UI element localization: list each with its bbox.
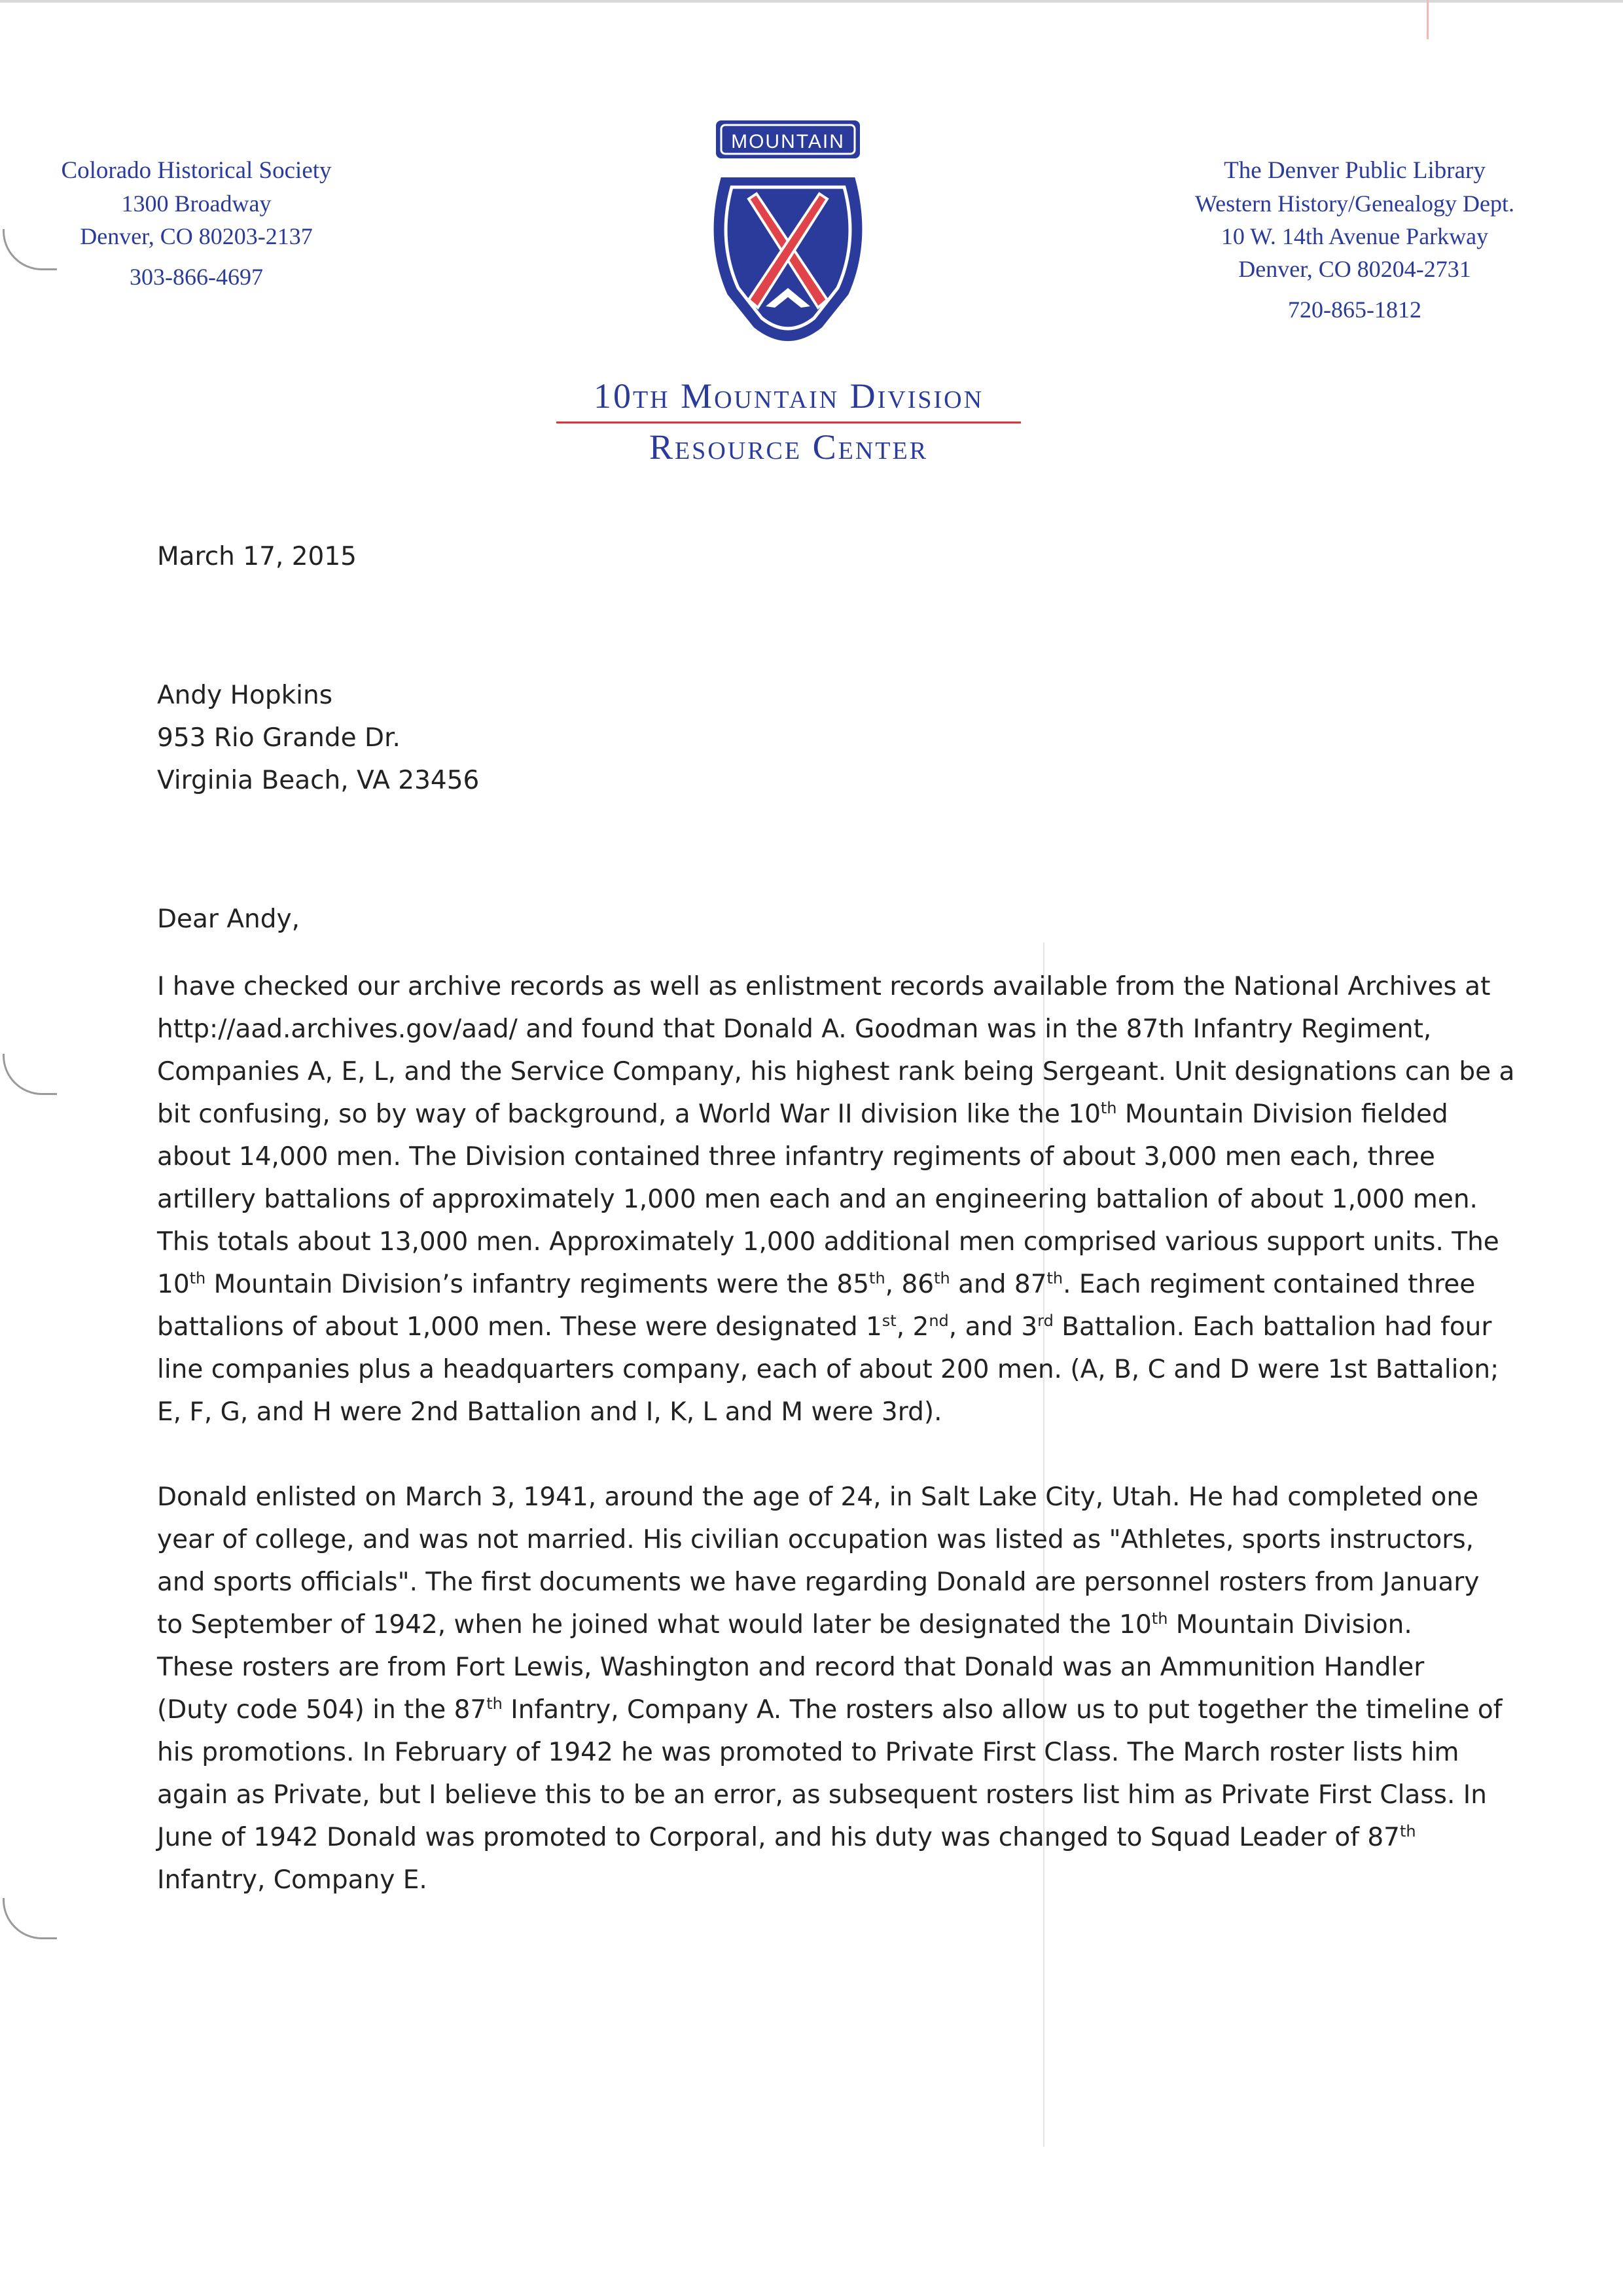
text-line: These rosters are from Fort Lewis, Washington and record that Donald was an Ammunition Handler bbox=[157, 1653, 1425, 1682]
punch-hole bbox=[3, 1898, 57, 1939]
scan-top-edge bbox=[0, 0, 1623, 3]
title-line-1: 10th Mountain Division bbox=[593, 376, 984, 416]
text-line: I have checked our archive records as well as enlistment records available from the National Archives at bbox=[157, 972, 1491, 1001]
text-line: http://aad.archives.gov/aad/ and found that Donald A. Goodman was in the 87th Infantry Regiment, bbox=[157, 1014, 1432, 1044]
punch-hole bbox=[3, 229, 57, 270]
text-line: This totals about 13,000 men. Approximately 1,000 additional men comprised various support units. The bbox=[157, 1227, 1499, 1257]
salutation: Dear Andy, bbox=[157, 905, 300, 934]
paragraph-2 bbox=[157, 1476, 1503, 1901]
org-street: 1300 Broadway bbox=[121, 190, 272, 217]
letterhead-right bbox=[1171, 154, 1538, 326]
text-line: and sports officials". The first documents we have regarding Donald are personnel rosters from January bbox=[157, 1568, 1480, 1597]
library-dept: Western History/Genealogy Dept. bbox=[1195, 190, 1514, 217]
org-phone: 303-866-4697 bbox=[130, 264, 263, 290]
recipient-address bbox=[157, 674, 1466, 802]
recipient-street: 953 Rio Grande Dr. bbox=[157, 723, 401, 753]
title-line-2: Resource Center bbox=[649, 427, 929, 467]
library-city: Denver, CO 80204-2731 bbox=[1238, 256, 1471, 282]
text-line: 10th Mountain Division’s infantry regiments were the 85th, 86th and 87th. Each regiment contained three bbox=[157, 1269, 1476, 1299]
letterhead-left bbox=[52, 154, 340, 293]
text-line: (Duty code 504) in the 87th Infantry, Company A. The rosters also allow us to put together the timeline of bbox=[157, 1695, 1503, 1725]
library-name: The Denver Public Library bbox=[1224, 157, 1486, 184]
logo-tab-text: MOUNTAIN bbox=[731, 131, 845, 152]
text-line: bit confusing, so by way of background, a World War II division like the 10th Mountain Division fielded bbox=[157, 1099, 1448, 1129]
scan-mark bbox=[1427, 0, 1429, 39]
resource-center-title bbox=[550, 373, 1027, 471]
text-line: line companies plus a headquarters company, each of about 200 men. (A, B, C and D were 1st Battalion; bbox=[157, 1355, 1499, 1384]
library-street: 10 W. 14th Avenue Parkway bbox=[1221, 223, 1489, 249]
text-line: E, F, G, and H were 2nd Battalion and I, K, L and M were 3rd). bbox=[157, 1397, 942, 1427]
text-line: artillery battalions of approximately 1,000 men each and an engineering battalion of about 1,000 men. bbox=[157, 1185, 1478, 1214]
text-line: about 14,000 men. The Division contained three infantry regiments of about 3,000 men each, three bbox=[157, 1142, 1435, 1172]
text-line: year of college, and was not married. His civilian occupation was listed as "Athletes, sports instructors, bbox=[157, 1525, 1474, 1554]
text-line: to September of 1942, when he joined what would later be designated the 10th Mountain Division. bbox=[157, 1609, 1412, 1640]
text-line: Infantry, Company E. bbox=[157, 1865, 427, 1895]
10th-mountain-division-patch-icon bbox=[703, 117, 873, 359]
org-city: Denver, CO 80203-2137 bbox=[80, 223, 313, 249]
org-name: Colorado Historical Society bbox=[61, 157, 332, 184]
text-line: his promotions. In February of 1942 he was promoted to Private First Class. The March roster lists him bbox=[157, 1738, 1459, 1767]
recipient-city: Virginia Beach, VA 23456 bbox=[157, 766, 480, 795]
recipient-name: Andy Hopkins bbox=[157, 681, 333, 710]
text-line: battalions of about 1,000 men. These were designated 1st, 2nd, and 3rd Battalion. Each battalion had four bbox=[157, 1312, 1492, 1342]
letter-date: March 17, 2015 bbox=[157, 542, 357, 571]
text-line: Donald enlisted on March 3, 1941, around the age of 24, in Salt Lake City, Utah. He had completed one bbox=[157, 1482, 1479, 1512]
text-line: June of 1942 Donald was promoted to Corporal, and his duty was changed to Squad Leader of 87th bbox=[157, 1822, 1416, 1852]
text-line: Companies A, E, L, and the Service Company, his highest rank being Sergeant. Unit designations can be a bbox=[157, 1057, 1515, 1086]
library-phone: 720-865-1812 bbox=[1288, 296, 1421, 323]
text-line: again as Private, but I believe this to be an error, as subsequent rosters list him as Private First Class. In bbox=[157, 1780, 1487, 1810]
paragraph-1 bbox=[157, 965, 1515, 1433]
punch-hole bbox=[3, 1054, 57, 1095]
